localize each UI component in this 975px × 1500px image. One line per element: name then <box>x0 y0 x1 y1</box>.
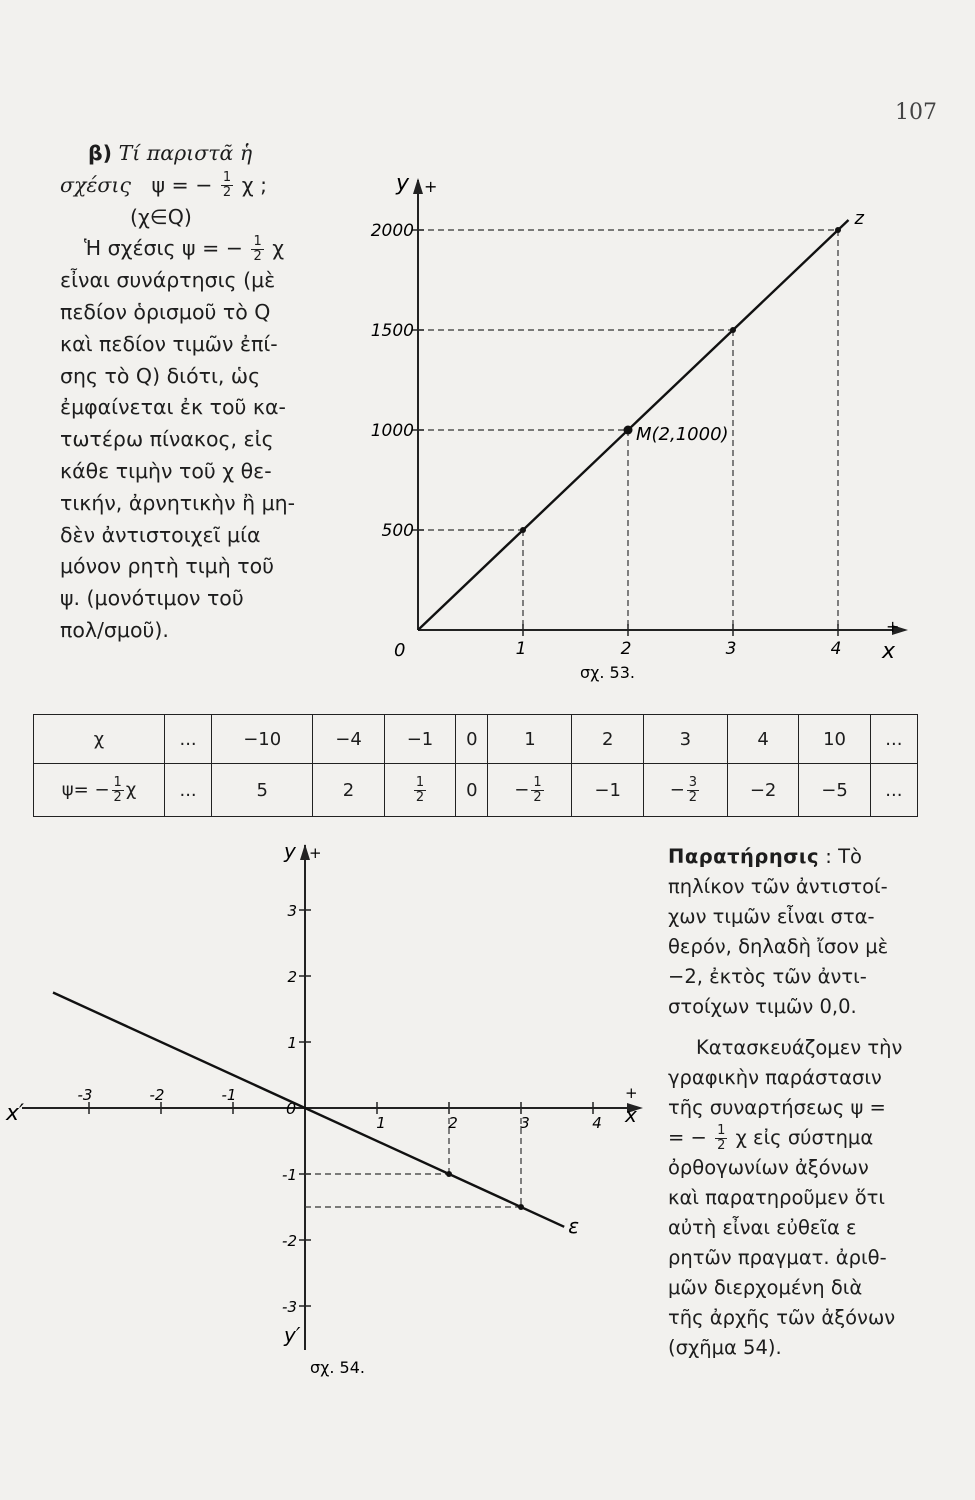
observation-paragraph <box>668 842 920 1022</box>
x-axis-label: x <box>882 639 896 664</box>
text-line: κάθε τιμὴν τοῦ χ θε- <box>60 458 272 483</box>
y-axis-label: y <box>284 839 296 863</box>
y-tick-label: 1000 <box>370 421 414 441</box>
table-row-x <box>34 715 918 764</box>
fraction-numerator: 1 <box>113 774 122 790</box>
values-table <box>33 714 918 817</box>
x-tick-label: 4 <box>592 1114 602 1132</box>
point-label: M(2,1000) <box>636 424 729 445</box>
equation-lhs: = − <box>668 1126 707 1149</box>
figure-caption: σχ. 54. <box>310 1358 365 1377</box>
y-tick-label: 3 <box>287 902 297 920</box>
table-cell: −10 <box>212 715 313 764</box>
equation-rhs: χ ; <box>241 172 267 197</box>
construction-paragraph <box>668 1033 920 1363</box>
origin-label: 0 <box>286 1099 297 1118</box>
table-cell: −5 <box>799 764 870 817</box>
text-line: Κατασκευάζομεν τὴν <box>696 1036 903 1059</box>
x-neg-label: x′ <box>6 1101 25 1126</box>
data-point <box>520 527 526 533</box>
x-axis-plus: + <box>886 617 900 636</box>
x-axis-plus: + <box>625 1084 638 1102</box>
figure-53-chart <box>330 160 940 690</box>
fraction-numerator: 1 <box>253 233 262 249</box>
text-line: μῶν διερχομένη διὰ <box>668 1276 863 1299</box>
data-point <box>624 426 633 435</box>
text-line: τωτέρω πίνακος, εἰς <box>60 427 274 452</box>
text-line: τῆς συναρτήσεως ψ = <box>668 1096 886 1119</box>
relation-lead: Ἡ σχέσις ψ = − <box>84 236 243 261</box>
text-line: εἶναι συνάρτησις (μὲ <box>60 268 276 293</box>
question-equation <box>60 170 310 202</box>
table-cell: −1 <box>572 764 643 817</box>
table-cell: −2 <box>727 764 798 817</box>
text-line: καὶ παρατηροῦμεν ὅτι <box>668 1186 885 1209</box>
figure-54-chart <box>0 830 660 1390</box>
table-cell: 3 <box>643 715 727 764</box>
x-tick-label: -1 <box>221 1086 237 1104</box>
table-cell: 2 <box>572 715 643 764</box>
cell-sign: − <box>514 779 530 800</box>
x-tick-label: 1 <box>515 639 527 659</box>
x-tick-label: 2 <box>448 1114 458 1132</box>
table-cell: ... <box>870 715 917 764</box>
question-text-2: σχέσις <box>60 172 131 197</box>
x-tick-label: 1 <box>376 1114 386 1132</box>
right-text-column <box>668 842 920 1363</box>
cell-fraction <box>414 776 426 805</box>
text-line: (σχῆμα 54). <box>668 1336 782 1359</box>
text-line: σης τὸ Q) διότι, ὡς <box>60 363 261 388</box>
text-line: −2, ἐκτὸς τῶν ἀντι- <box>668 965 867 988</box>
relation-rhs: χ <box>272 236 285 261</box>
figure-caption: σχ. 53. <box>580 663 635 682</box>
header-lhs: ψ= − <box>61 779 110 800</box>
cell-fraction <box>687 776 699 805</box>
fraction-numerator: 1 <box>533 774 542 790</box>
series-line <box>418 220 849 630</box>
question-label: β) <box>88 141 113 165</box>
fraction-numerator: 1 <box>717 1123 726 1138</box>
fraction-denominator: 2 <box>113 789 122 805</box>
data-point <box>835 227 841 233</box>
left-text-column <box>60 138 310 647</box>
y-tick-label: 500 <box>381 521 414 541</box>
line-label: ε <box>568 1213 580 1238</box>
y-axis-plus: + <box>309 844 322 862</box>
table-cell: ... <box>165 715 212 764</box>
table-cell: 1 <box>488 715 572 764</box>
origin-label: 0 <box>394 640 406 661</box>
fraction-denominator: 2 <box>253 248 262 264</box>
question-text: Τί παριστᾶ ἡ <box>118 141 253 165</box>
text-line: στοίχων τιμῶν 0,0. <box>668 995 857 1018</box>
table-cell: −1 <box>384 715 455 764</box>
table-cell: 10 <box>799 715 870 764</box>
text-line: ρητῶν πραγματ. ἀριθ- <box>668 1246 887 1269</box>
table-cell <box>488 764 572 817</box>
page-number: 107 <box>895 100 937 125</box>
header-fraction <box>112 776 124 805</box>
x-tick-label: 4 <box>830 639 842 659</box>
table-cell: 5 <box>212 764 313 817</box>
text-line: ἐμφαίνεται ἐκ τοῦ κα- <box>60 395 286 420</box>
text-line: : Τὸ <box>825 845 862 868</box>
fraction-numerator: 1 <box>222 170 232 186</box>
table-cell: 0 <box>456 764 488 817</box>
text-line: χων τιμῶν εἶναι στα- <box>668 905 875 928</box>
series-line <box>53 993 564 1227</box>
text-line: τικήν, ἀρνητικὴν ἢ μη- <box>60 490 296 515</box>
equation-fraction <box>221 171 233 200</box>
table-cell: ... <box>165 764 212 817</box>
x-tick-label: -3 <box>77 1086 93 1104</box>
table-cell: 4 <box>727 715 798 764</box>
text-line: ψ. (μονότιμον τοῦ <box>60 586 244 611</box>
text-line: αὐτὴ εἶναι εὐθεῖα ε <box>668 1216 857 1239</box>
fraction-denominator: 2 <box>717 1138 726 1153</box>
row-header-y <box>34 764 165 817</box>
x-tick-label: 3 <box>520 1114 530 1132</box>
cell-sign: − <box>669 779 685 800</box>
table-row-y <box>34 764 918 817</box>
cell-fraction <box>531 776 543 805</box>
x-tick-label: -2 <box>149 1086 165 1104</box>
fraction-denominator: 2 <box>415 789 425 805</box>
header-rhs: χ <box>125 779 137 800</box>
table-cell: 0 <box>456 715 488 764</box>
fraction-numerator: 3 <box>688 774 698 790</box>
text-line: πολ/σμοῦ). <box>60 617 169 642</box>
table-cell <box>643 764 727 817</box>
y-tick-label: 1500 <box>370 321 414 341</box>
text-line: πηλίκον τῶν ἀντιστοί- <box>668 875 888 898</box>
relation-statement <box>60 233 310 265</box>
fraction-denominator: 2 <box>533 789 542 805</box>
text-line: τῆς ἀρχῆς τῶν ἀξόνων <box>668 1306 896 1329</box>
x-tick-label: 3 <box>725 639 737 659</box>
question-heading <box>60 138 310 170</box>
table-cell: ... <box>870 764 917 817</box>
y-tick-label: 2000 <box>370 221 414 241</box>
table-cell: 2 <box>313 764 384 817</box>
x-axis-label: x <box>625 1103 637 1127</box>
y-tick-label: -2 <box>282 1232 297 1250</box>
text-line: πεδίον ὁρισμοῦ τὸ Q <box>60 299 271 324</box>
equation-fraction <box>715 1124 727 1153</box>
x-tick-label: 2 <box>620 639 632 659</box>
data-point <box>730 327 736 333</box>
fraction-denominator: 2 <box>688 789 698 805</box>
y-neg-label: y′ <box>284 1323 301 1347</box>
y-axis-label: y <box>396 171 410 196</box>
relation-fraction <box>251 235 263 264</box>
y-tick-label: -1 <box>282 1166 297 1184</box>
row-header-x: χ <box>34 715 165 764</box>
y-tick-label: 1 <box>287 1034 297 1052</box>
text-line: καὶ πεδίον τιμῶν ἐπί- <box>60 331 278 356</box>
observation-title: Παρατήρησις <box>668 845 820 868</box>
text-line: ὀρθογωνίων ἀξόνων <box>668 1156 869 1179</box>
equation-rhs: χ εἰς σύστημα <box>735 1126 874 1149</box>
domain-note: (χ∈Q) <box>130 204 192 229</box>
text-line: γραφικὴν παράστασιν <box>668 1066 882 1089</box>
y-axis-plus: + <box>424 177 438 196</box>
fraction-denominator: 2 <box>222 185 232 201</box>
y-axis-arrow <box>413 178 423 194</box>
table-cell <box>384 764 455 817</box>
line-label: z <box>854 208 864 229</box>
equation-lhs: ψ = − <box>151 172 213 197</box>
text-line: θερόν, δηλαδὴ ἴσον μὲ <box>668 935 889 958</box>
fraction-numerator: 1 <box>415 774 425 790</box>
y-tick-label: 2 <box>287 968 297 986</box>
text-line: δὲν ἀντιστοιχεῖ μία <box>60 522 261 547</box>
text-line: μόνον ρητὴ τιμὴ τοῦ <box>60 554 274 579</box>
y-tick-label: -3 <box>282 1298 297 1316</box>
table-cell: −4 <box>313 715 384 764</box>
